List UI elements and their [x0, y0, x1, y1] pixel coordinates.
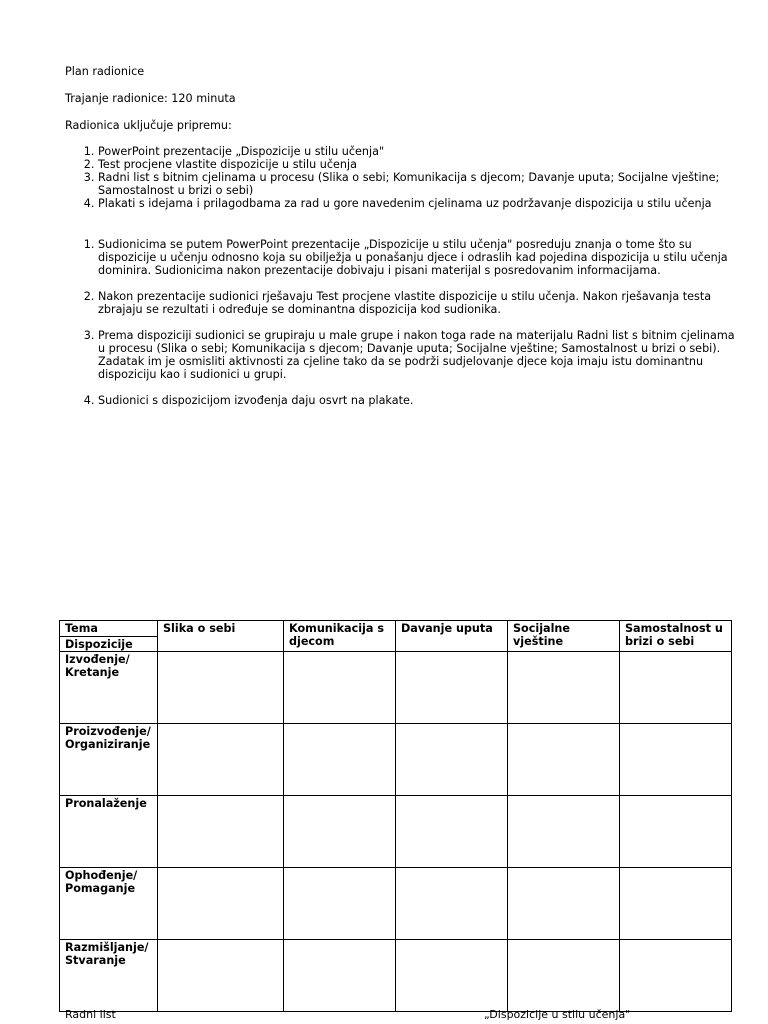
- header-row: [60, 621, 732, 652]
- list-item: 4. Plakati s idejama i prilagodbama za rad u gore navedenim cjelinama uz podržavanje dispozicija u stilu učenja: [98, 197, 738, 210]
- worksheet-cell: [396, 868, 508, 940]
- page-title: Plan radionice: [65, 65, 145, 78]
- worksheet-table: [59, 620, 732, 1012]
- column-header: Samostalnost u brizi o sebi: [620, 621, 732, 652]
- row-header: Pronalaženje: [60, 796, 158, 868]
- worksheet-cell: [620, 724, 732, 796]
- worksheet-cell: [284, 868, 396, 940]
- worksheet-cell: [396, 796, 508, 868]
- worksheet-cell: [620, 940, 732, 1012]
- list-item: 3. Prema dispoziciji sudionici se grupiraju u male grupe i nakon toga rade na materijalu Radni list s bitnim cjelinama u procesu (Slika o sebi; Komunikacija s djecom; Davanje uputa; Socijalne vještine; Samostalnost u brizi o sebi). Zadatak im je osmisliti aktivnosti za cjeline tako da se podrži sudjelovanje djece koja imaju istu dominantnu dispoziciju kao i sudionici u grupi.: [98, 329, 738, 381]
- prep-list: [65, 145, 738, 210]
- corner-header-cell: [60, 621, 158, 652]
- list-item: 2. Nakon prezentacije sudionici rješavaju Test procjene vlastite dispozicije u stilu učenja. Nakon rješavanja testa zbrajaju se rezultati i određuje se dominantna dispozicija kod sudionika.: [98, 290, 738, 316]
- worksheet-cell: [396, 652, 508, 724]
- steps-list: [65, 238, 738, 407]
- worksheet-cell: [396, 940, 508, 1012]
- worksheet-cell: [158, 724, 284, 796]
- worksheet-cell: [508, 652, 620, 724]
- header-tema: Tema: [60, 621, 157, 637]
- worksheet-cell: [158, 796, 284, 868]
- list-item: 1. PowerPoint prezentacije „Dispozicije u stilu učenja": [98, 145, 738, 158]
- row-header: Ophođenje/ Pomaganje: [60, 868, 158, 940]
- table-row: [60, 796, 732, 868]
- worksheet-cell: [508, 868, 620, 940]
- worksheet-cell: [620, 652, 732, 724]
- footer-left: Radni list: [65, 1008, 116, 1021]
- worksheet-cell: [508, 940, 620, 1012]
- column-header: Socijalne vještine: [508, 621, 620, 652]
- table-row: [60, 652, 732, 724]
- table-row: [60, 940, 732, 1012]
- worksheet-cell: [508, 796, 620, 868]
- worksheet-cell: [284, 940, 396, 1012]
- column-header: Slika o sebi: [158, 621, 284, 652]
- worksheet-cell: [284, 652, 396, 724]
- worksheet-cell: [158, 652, 284, 724]
- worksheet-cell: [158, 940, 284, 1012]
- list-item: 3. Radni list s bitnim cjelinama u procesu (Slika o sebi; Komunikacija s djecom; Davanje uputa; Socijalne vještine; Samostalnost u brizi o sebi): [98, 171, 738, 197]
- list-item: 4. Sudionici s dispozicijom izvođenja daju osvrt na plakate.: [98, 394, 738, 407]
- worksheet-cell: [620, 796, 732, 868]
- table-row: [60, 868, 732, 940]
- column-header: Komunikacija s djecom: [284, 621, 396, 652]
- prep-intro: Radionica uključuje pripremu:: [65, 119, 232, 132]
- footer-right: „Dispozicije u stilu učenja": [484, 1008, 631, 1021]
- worksheet-cell: [158, 868, 284, 940]
- worksheet-cell: [284, 724, 396, 796]
- row-header: Razmišljanje/ Stvaranje: [60, 940, 158, 1012]
- worksheet-cell: [284, 796, 396, 868]
- header-dispozicije: Dispozicije: [65, 638, 133, 651]
- worksheet-cell: [396, 724, 508, 796]
- list-item: 1. Sudionicima se putem PowerPoint prezentacije „Dispozicije u stilu učenja" posreduju znanja o tome što su dispozicije u učenju odnosno koja su obilježja u ponašanju djece i odraslih kad pojedina dispozicija u stilu učenja dominira. Sudionicima nakon prezentacije dobivaju i pisani materijal s posredovanim informacijama.: [98, 238, 738, 277]
- row-header: Izvođenje/ Kretanje: [60, 652, 158, 724]
- row-header: Proizvođenje/ Organiziranje: [60, 724, 158, 796]
- worksheet-cell: [620, 868, 732, 940]
- worksheet-cell: [508, 724, 620, 796]
- column-header: Davanje uputa: [396, 621, 508, 652]
- list-item: 2. Test procjene vlastite dispozicije u stilu učenja: [98, 158, 738, 171]
- table-row: [60, 724, 732, 796]
- duration-text: Trajanje radionice: 120 minuta: [65, 92, 236, 105]
